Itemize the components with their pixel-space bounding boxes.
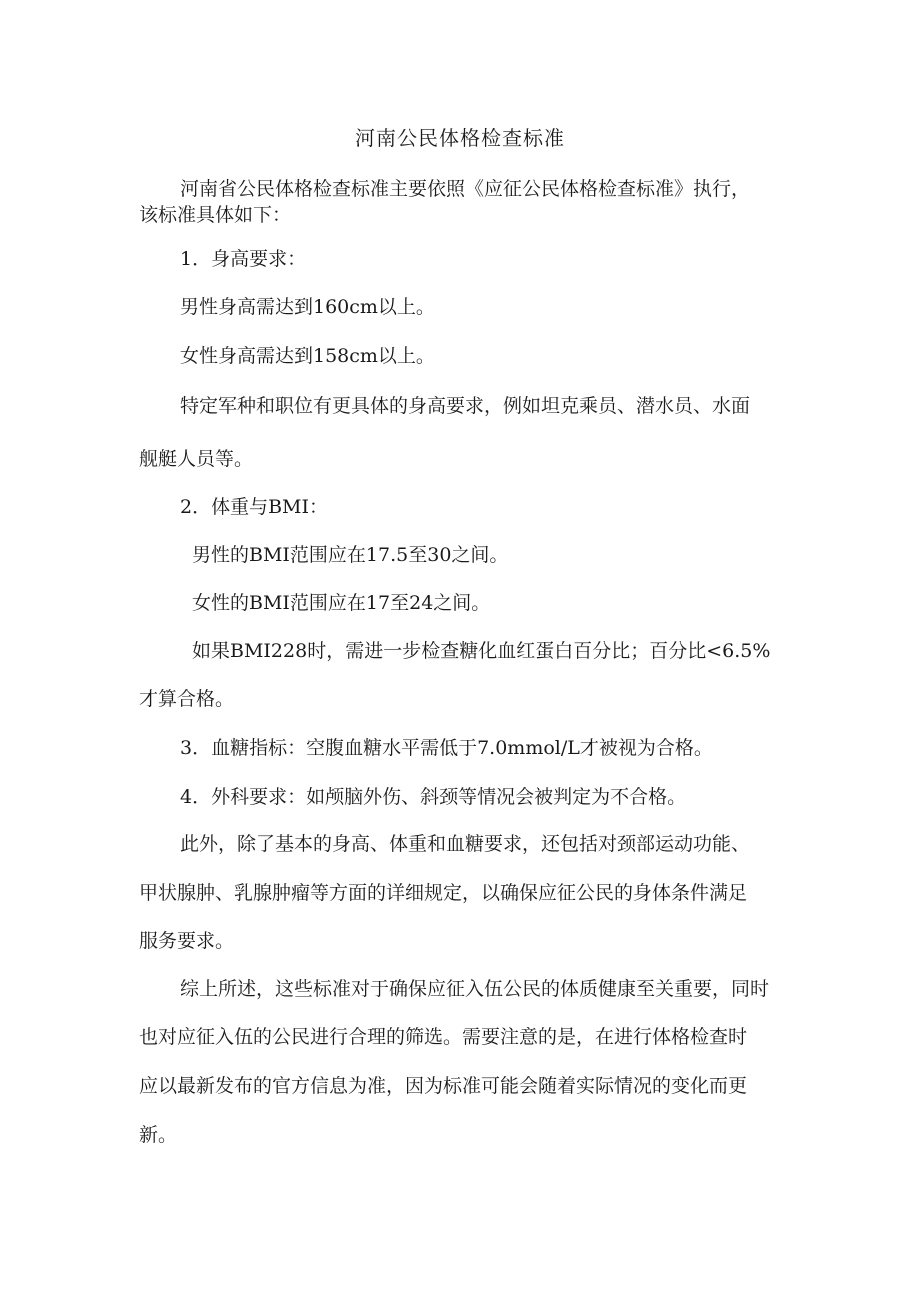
summary-line-1: 综上所述，这些标准对于确保应征入伍公民的体质健康至关重要，同时: [180, 978, 770, 1000]
summary-line-2: 也对应征入伍的公民进行合理的筛选。需要注意的是，在进行体格检查时: [139, 1026, 748, 1048]
height-special-line-2: 舰艇人员等。: [139, 448, 254, 470]
glucose-requirement: 3．血糖指标：空腹血糖水平需低于7.0mmol/L才被视为合格。: [180, 737, 713, 759]
other-line-1: 此外，除了基本的身高、体重和血糖要求，还包括对颈部运动功能、: [180, 833, 751, 855]
summary-line-3: 应以最新发布的官方信息为准，因为标准可能会随着实际情况的变化而更: [139, 1075, 748, 1097]
bmi-heading: 2．体重与BMI：: [180, 496, 329, 518]
intro-line-1: 河南省公民体格检查标准主要依照《应征公民体格检查标准》执行，: [180, 178, 751, 200]
height-special-line-1: 特定军种和职位有更具体的身高要求，例如坦克乘员、潜水员、水面: [180, 395, 751, 417]
surgery-requirement: 4．外科要求：如颅脑外伤、斜颈等情况会被判定为不合格。: [180, 786, 687, 808]
height-female: 女性身高需达到158cm以上。: [180, 345, 435, 367]
bmi-extra-line-2: 才算合格。: [139, 688, 235, 710]
summary-line-4: 新。: [139, 1124, 178, 1146]
bmi-extra-line-1: 如果BMI228时，需进一步检查糖化血红蛋白百分比；百分比<6.5%: [192, 640, 771, 662]
other-line-3: 服务要求。: [139, 930, 235, 952]
document-title: 河南公民体格检查标准: [355, 126, 565, 150]
height-male: 男性身高需达到160cm以上。: [180, 296, 435, 318]
intro-line-2: 该标准具体如下：: [139, 204, 292, 226]
bmi-male: 男性的BMI范围应在17.5至30之间。: [192, 544, 509, 566]
bmi-female: 女性的BMI范围应在17至24之间。: [192, 592, 491, 614]
height-heading: 1．身高要求：: [180, 248, 307, 270]
other-line-2: 甲状腺肿、乳腺肿瘤等方面的详细规定，以确保应征公民的身体条件满足: [139, 882, 748, 904]
